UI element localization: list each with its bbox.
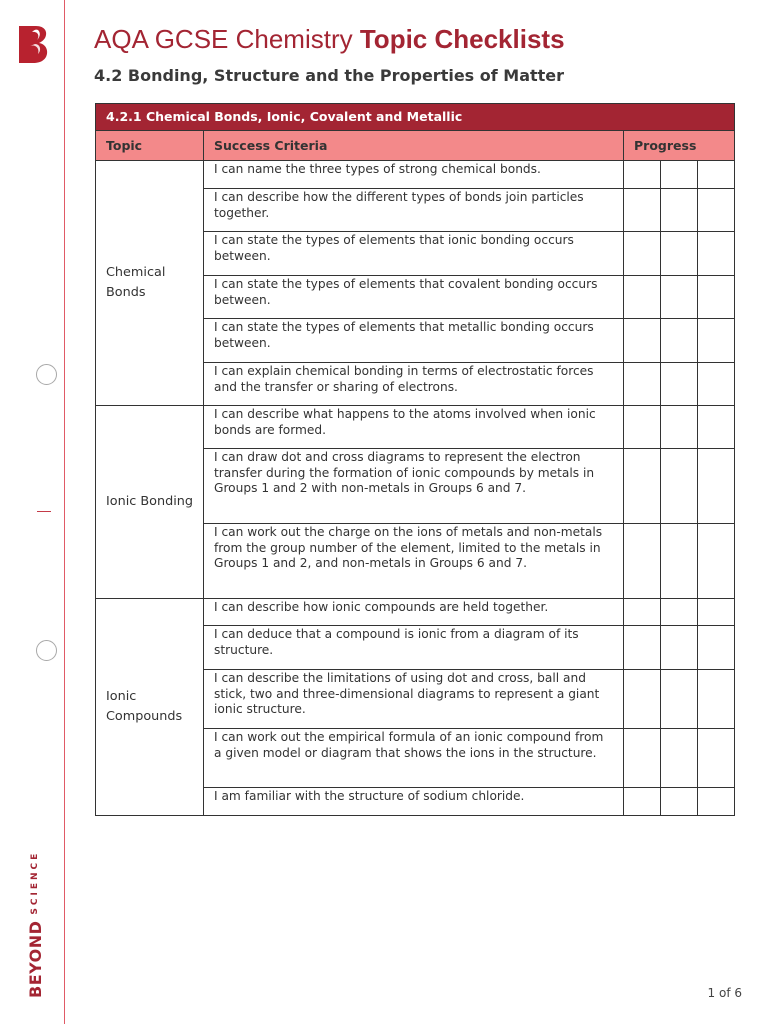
column-header-progress: Progress [624,131,735,161]
progress-checkbox[interactable] [661,524,698,599]
progress-checkbox[interactable] [624,406,661,449]
progress-checkbox[interactable] [624,599,661,626]
progress-checkbox[interactable] [661,232,698,276]
criteria-cell: I can deduce that a compound is ionic from a diagram of its structure. [204,626,624,670]
page-subtitle: 4.2 Bonding, Structure and the Properties of Matter [94,66,565,85]
criteria-cell: I can work out the charge on the ions of metals and non-metals from the group number of the element, limited to the metals in Groups 1 and 2, and non-metals in Groups 6 and 7. [204,524,624,599]
brand-vertical [24,848,46,998]
progress-checkbox[interactable] [698,670,735,729]
progress-checkbox[interactable] [698,449,735,524]
progress-checkbox[interactable] [624,524,661,599]
topic-cell: Chemical Bonds [96,161,204,406]
progress-checkbox[interactable] [698,599,735,626]
progress-checkbox[interactable] [661,599,698,626]
section-title: 4.2.1 Chemical Bonds, Ionic, Covalent and Metallic [96,104,735,131]
progress-checkbox[interactable] [698,729,735,788]
criteria-cell: I am familiar with the structure of sodium chloride. [204,788,624,816]
criteria-cell: I can name the three types of strong chemical bonds. [204,161,624,189]
progress-checkbox[interactable] [698,232,735,276]
criteria-cell: I can draw dot and cross diagrams to represent the electron transfer during the formation of ionic compounds by metals in Groups 1 and 2 with non-metals in Groups 6 and 7. [204,449,624,524]
progress-checkbox[interactable] [661,788,698,816]
progress-checkbox[interactable] [624,319,661,363]
progress-checkbox[interactable] [661,161,698,189]
progress-checkbox[interactable] [624,626,661,670]
checklist-table [95,103,735,816]
progress-checkbox[interactable] [624,363,661,406]
criteria-cell: I can state the types of elements that ionic bonding occurs between. [204,232,624,276]
progress-checkbox[interactable] [661,670,698,729]
criteria-cell: I can describe how the different types of bonds join particles together. [204,189,624,232]
progress-checkbox[interactable] [661,406,698,449]
criteria-cell: I can describe how ionic compounds are held together. [204,599,624,626]
progress-checkbox[interactable] [698,363,735,406]
progress-checkbox[interactable] [698,524,735,599]
column-header-topic: Topic [96,131,204,161]
progress-checkbox[interactable] [698,276,735,319]
criteria-cell: I can state the types of elements that covalent bonding occurs between. [204,276,624,319]
progress-checkbox[interactable] [624,189,661,232]
beyond-logo-icon [16,24,50,64]
progress-checkbox[interactable] [698,626,735,670]
punch-hole-icon [36,640,57,661]
progress-checkbox[interactable] [624,276,661,319]
brand-word-science: SCIENCE [30,850,40,915]
progress-checkbox[interactable] [661,276,698,319]
criteria-cell: I can explain chemical bonding in terms of electrostatic forces and the transfer or sharing of electrons. [204,363,624,406]
criteria-cell: I can work out the empirical formula of an ionic compound from a given model or diagram that shows the ions in the structure. [204,729,624,788]
progress-checkbox[interactable] [698,788,735,816]
progress-checkbox[interactable] [698,319,735,363]
criteria-cell: I can describe what happens to the atoms involved when ionic bonds are formed. [204,406,624,449]
progress-checkbox[interactable] [698,406,735,449]
progress-checkbox[interactable] [624,232,661,276]
progress-checkbox[interactable] [624,161,661,189]
topic-cell: Ionic Compounds [96,599,204,816]
fold-mark [37,511,51,512]
progress-checkbox[interactable] [698,189,735,232]
page-title [94,24,565,55]
title-regular: AQA GCSE Chemistry [94,24,353,54]
margin-line [64,0,65,1024]
progress-checkbox[interactable] [624,788,661,816]
progress-checkbox[interactable] [661,363,698,406]
criteria-cell: I can state the types of elements that metallic bonding occurs between. [204,319,624,363]
criteria-cell: I can describe the limitations of using dot and cross, ball and stick, two and three-dimensional diagrams to represent a giant ionic structure. [204,670,624,729]
progress-checkbox[interactable] [624,449,661,524]
title-bold: Topic Checklists [359,24,565,54]
progress-checkbox[interactable] [661,729,698,788]
progress-checkbox[interactable] [661,189,698,232]
progress-checkbox[interactable] [661,449,698,524]
punch-hole-icon [36,364,57,385]
progress-checkbox[interactable] [698,161,735,189]
column-header-criteria: Success Criteria [204,131,624,161]
topic-cell: Ionic Bonding [96,406,204,599]
progress-checkbox[interactable] [624,729,661,788]
brand-word-beyond: BEYOND [25,920,45,998]
progress-checkbox[interactable] [661,319,698,363]
progress-checkbox[interactable] [624,670,661,729]
progress-checkbox[interactable] [661,626,698,670]
page-number: 1 of 6 [707,986,742,1000]
